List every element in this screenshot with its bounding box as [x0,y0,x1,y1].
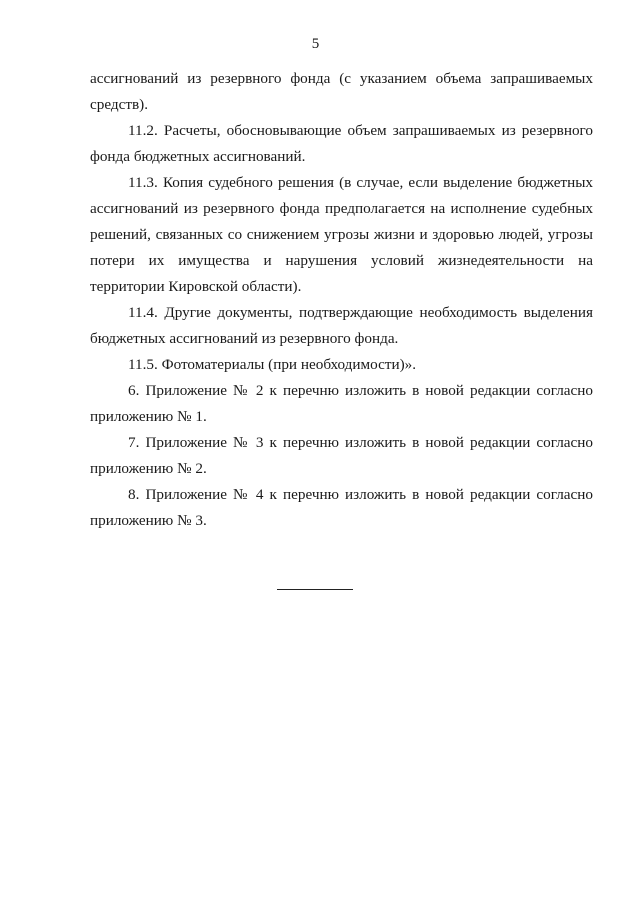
paragraph-item-11-4: 11.4. Другие документы, подтверждающие необходимость выделения бюджетных ассигнований из резервного фонда. [90,304,593,347]
paragraph-continuation: ассигнований из резервного фонда (с указанием объема запрашиваемых средств). [90,70,593,113]
paragraph-item-11-3: 11.3. Копия судебного решения (в случае, если выделение бюджетных ассигнований из резервного фонда предполагается на исполнение судебных решений, связанных со снижением угрозы жизни и здоровью людей, угрозы потери их имущества и нарушения условий жизнедеятельности на территории Кировской области). [90,174,593,295]
paragraph-item-6: 6. Приложение № 2 к перечню изложить в новой редакции согласно приложению № 1. [90,382,593,425]
paragraph-item-11-2: 11.2. Расчеты, обосновывающие объем запрашиваемых из резервного фонда бюджетных ассигнований. [90,122,593,165]
paragraph-item-11-5: 11.5. Фотоматериалы (при необходимости)». [128,356,417,373]
paragraph-item-7: 7. Приложение № 3 к перечню изложить в новой редакции согласно приложению № 2. [90,434,593,477]
document-body [90,66,593,534]
closing-rule-divider [277,589,353,590]
page-number: 5 [311,36,320,52]
paragraph-item-8: 8. Приложение № 4 к перечню изложить в новой редакции согласно приложению № 3. [90,486,593,529]
